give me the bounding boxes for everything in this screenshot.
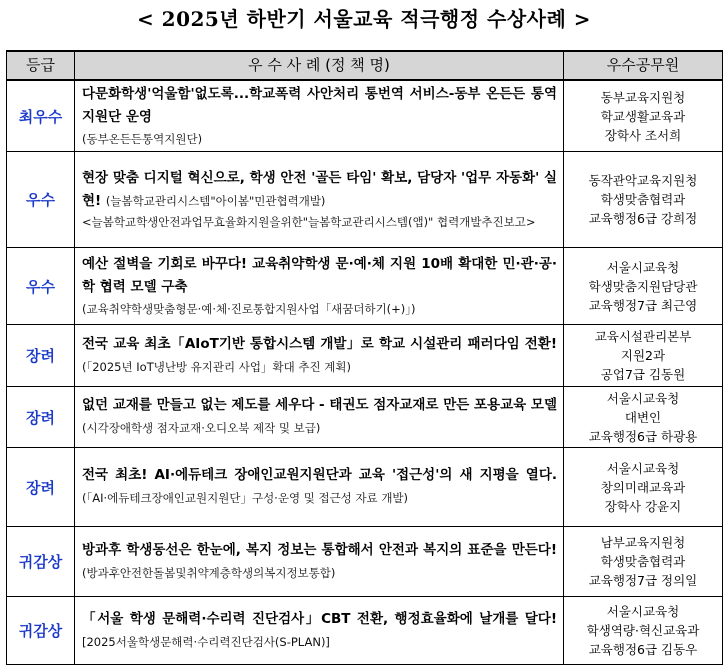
winner-person: 공업7급 김동원 (600, 367, 686, 382)
case-title: 다문화학생'억울함'없도록...학교폭력 사안처리 통번역 서비스-동부 온든든 통역지원단 운영 (82, 86, 557, 125)
case-policy: (시각장애학생 점자교재·오디오북 제작 및 보급) (82, 421, 321, 435)
winner-cell (564, 152, 723, 248)
case-title: 없던 교재를 만들고 없는 제도를 세우다 - 태권도 점자교재로 만든 포용교육 모델 (시각장애학생 점자교재·오디오북 제작 및 보급) (82, 397, 557, 435)
winner-cell (564, 387, 723, 448)
case-policy: (늘봄학교관리시스템"아이봄"민관협력개발) (105, 194, 326, 208)
winner-person: 장학사 조서희 (604, 127, 682, 143)
winner-cell (564, 325, 723, 387)
grade-cell: 귀감상 (7, 597, 75, 665)
awards-table (6, 50, 723, 665)
winner-department: 학생역량·혁신교육과 (586, 623, 700, 638)
grade-cell: 장려 (7, 387, 75, 448)
grade-cell: 장려 (7, 448, 75, 527)
case-report: <늘봄학교학생안전과업무효율화지원을위한"늘봄학교관리시스템(앱)" 협력개발추진보고> (82, 215, 536, 229)
case-title: 방과후 학생동선은 한눈에, 복지 정보는 통합해서 안전과 복지의 표준을 만든다! (방과후안전한돌봄및취약계층학생의복지정보통합) (82, 541, 557, 580)
case-policy: (「AI·에듀테크장애인교원지원단」구성·운영 및 접근성 자료 개발) (82, 491, 409, 505)
case-policy: (교육취약학생맞춤형문·예·체·진로통합지원사업「새꿈더하기(+)」) (82, 302, 416, 316)
winner-person: 교육행정6급 김동우 (588, 642, 698, 657)
grade-cell: 최우수 (7, 80, 75, 152)
winner-person: 교육행정7급 정의일 (588, 573, 698, 588)
winner-cell (564, 448, 723, 527)
case-cell (75, 527, 564, 597)
table-row (7, 152, 723, 248)
case-cell (75, 387, 564, 448)
case-cell (75, 152, 564, 248)
case-title: 「서울 학생 문해력·수리력 진단검사」CBT 전환, 행정효율화에 날개를 달다! [2025서울학생문해력·수리력진단검사(S-PLAN)] (82, 610, 557, 649)
case-title: 현장 맞춤 디지털 혁신으로, 학생 안전 '골든 타임' 확보, 담당자 '업무 자동화' 실현! (늘봄학교관리시스템"아이봄"민관협력개발) (82, 170, 557, 209)
winner-office: 서울시교육청 (606, 259, 680, 275)
table-row (7, 248, 723, 325)
table-row (7, 325, 723, 387)
case-policy: (방과후안전한돌봄및취약계층학생의복지정보통합) (82, 565, 336, 580)
case-policy: (동부온든든통역지원단) (82, 132, 203, 146)
case-cell (75, 80, 564, 152)
case-cell (75, 448, 564, 527)
winner-person: 교육행정6급 강희정 (588, 211, 698, 226)
winner-department: 학생맞춤협력과 (600, 554, 686, 569)
winner-office: 서울시교육청 (606, 604, 680, 619)
grade-cell: 장려 (7, 325, 75, 387)
winner-department: 대변인 (624, 409, 662, 425)
case-title: 전국 교육 최초「AIoT기반 통합시스템 개발」로 학교 시설관리 패러다임 전환! (「2025년 IoT냉난방 유지관리 사업」확대 추진 계획) (82, 335, 557, 374)
winner-office: 교육시설관리본부 (594, 329, 692, 344)
case-policy: (「2025년 IoT냉난방 유지관리 사업」확대 추진 계획) (82, 359, 351, 374)
case-cell (75, 325, 564, 387)
table-row (7, 597, 723, 665)
winner-department: 학생맞춤협력과 (600, 192, 686, 207)
winner-office: 남부교육지원청 (600, 535, 686, 550)
winner-cell (564, 248, 723, 325)
winner-department: 지원2과 (620, 348, 666, 363)
header-case: 우 수 사 례 (정 책 명) (75, 51, 564, 80)
case-cell (75, 248, 564, 325)
winner-department: 학생맞춤지원담당관 (588, 278, 698, 294)
winner-office: 동부교육지원청 (600, 89, 686, 105)
header-winner: 우수공무원 (564, 51, 723, 80)
grade-cell: 우수 (7, 152, 75, 248)
winner-office: 서울시교육청 (606, 390, 680, 406)
winner-cell (564, 80, 723, 152)
winner-department: 학교생활교육과 (600, 108, 686, 124)
table-row (7, 387, 723, 448)
table-row (7, 527, 723, 597)
winner-cell (564, 597, 723, 665)
table-header-row (7, 51, 723, 80)
case-title: 예산 절벽을 기회로 바꾸다! 교육취약학생 문·예·체 지원 10배 확대한 민·관·공·학 협력 모델 구축 (82, 256, 557, 295)
case-title: 전국 최초! AI·에듀테크 장애인교원지원단과 교육 '접근성'의 새 지평을 열다. (「AI·에듀테크장애인교원지원단」구성·운영 및 접근성 자료 개발) (82, 467, 557, 505)
case-cell (75, 597, 564, 665)
winner-person: 교육행정6급 하광용 (588, 428, 698, 444)
winner-office: 동작관악교육지원청 (588, 173, 698, 188)
winner-person: 교육행정7급 최근영 (588, 297, 698, 313)
winner-department: 창의미래교육과 (600, 479, 686, 495)
header-grade: 등급 (7, 51, 75, 80)
case-policy: [2025서울학생문해력·수리력진단검사(S-PLAN)] (82, 634, 330, 649)
grade-cell: 우수 (7, 248, 75, 325)
grade-cell: 귀감상 (7, 527, 75, 597)
table-row (7, 80, 723, 152)
table-row (7, 448, 723, 527)
winner-cell (564, 527, 723, 597)
winner-person: 장학사 강윤지 (604, 498, 682, 514)
winner-office: 서울시교육청 (606, 460, 680, 476)
page-title: < 2025년 하반기 서울교육 적극행정 수상사례 > (136, 7, 592, 31)
